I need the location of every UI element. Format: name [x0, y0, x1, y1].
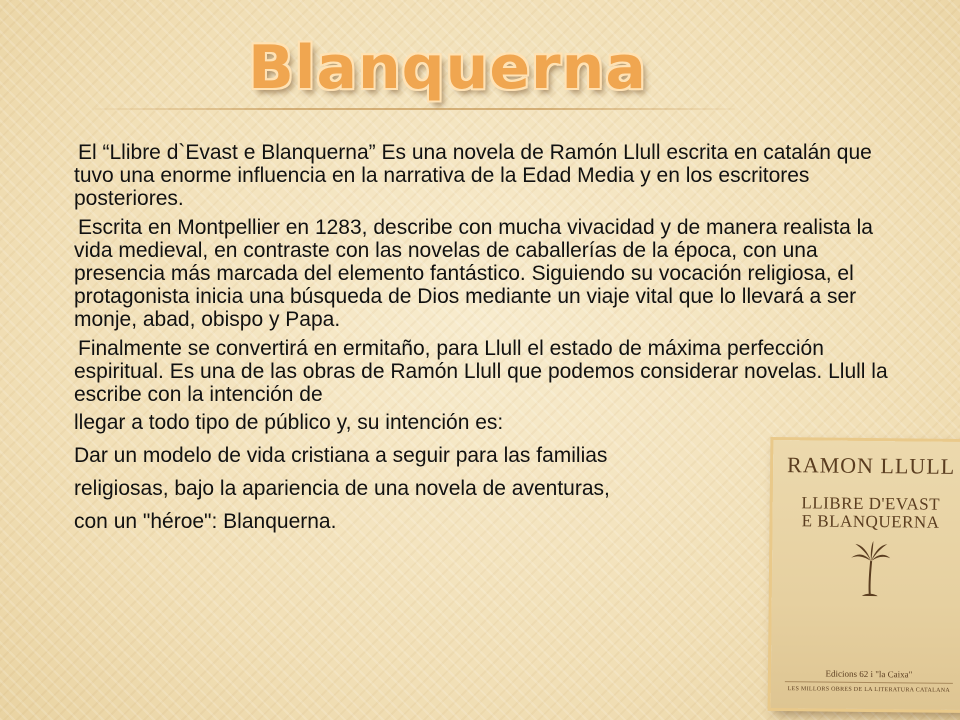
body-line: llegar a todo tipo de público y, su intención es: — [74, 411, 504, 434]
body-line: Dar un modelo de vida cristiana a seguir para las familias — [74, 444, 608, 467]
book-cover-image — [771, 440, 960, 710]
body-line: con un "héroe": Blanquerna. — [74, 510, 337, 533]
paragraph-3: Finalmente se convertirá en ermitaño, para Llull el estado de máxima perfección espiritual. Es una de las obras de Ramón Llull que podemos considerar novelas. Llull la escribe con la intención de — [74, 337, 888, 406]
slide-title: Blanquerna — [248, 33, 647, 103]
body-line: religiosas, bajo la apariencia de una novela de aventuras, — [74, 477, 610, 500]
paragraph-1: El “Llibre d`Evast e Blanquerna” Es una novela de Ramón Llull escrita en catalán que tuvo una enorme influencia en la narrativa de la Edad Media y en los escritores posteriores. — [74, 141, 872, 210]
palm-tree-icon — [848, 539, 893, 597]
book-publisher: Edicions 62 i "la Caixa" — [825, 668, 913, 680]
title-divider — [95, 108, 735, 110]
book-author: RAMON LLULL — [786, 452, 956, 479]
book-title — [782, 494, 958, 532]
paragraph-2: Escrita en Montpellier en 1283, describe con mucha vivacidad y de manera realista la vida medieval, en contraste con las novelas de caballerías de la época, con una presencia más marcada del elemento fantástico. Siguiendo su vocación religiosa, el protagonista inicia una búsqueda de Dios mediante un viaje vital que lo llevará a ser monje, abad, obispo y Papa. — [74, 216, 873, 331]
book-title-line: E BLANQUERNA — [801, 511, 940, 532]
book-divider — [785, 681, 953, 684]
book-series: LES MILLORS OBRES DE LA LITERATURA CATALANA — [787, 686, 951, 694]
book-title-line: LLIBRE D'EVAST — [801, 493, 941, 514]
